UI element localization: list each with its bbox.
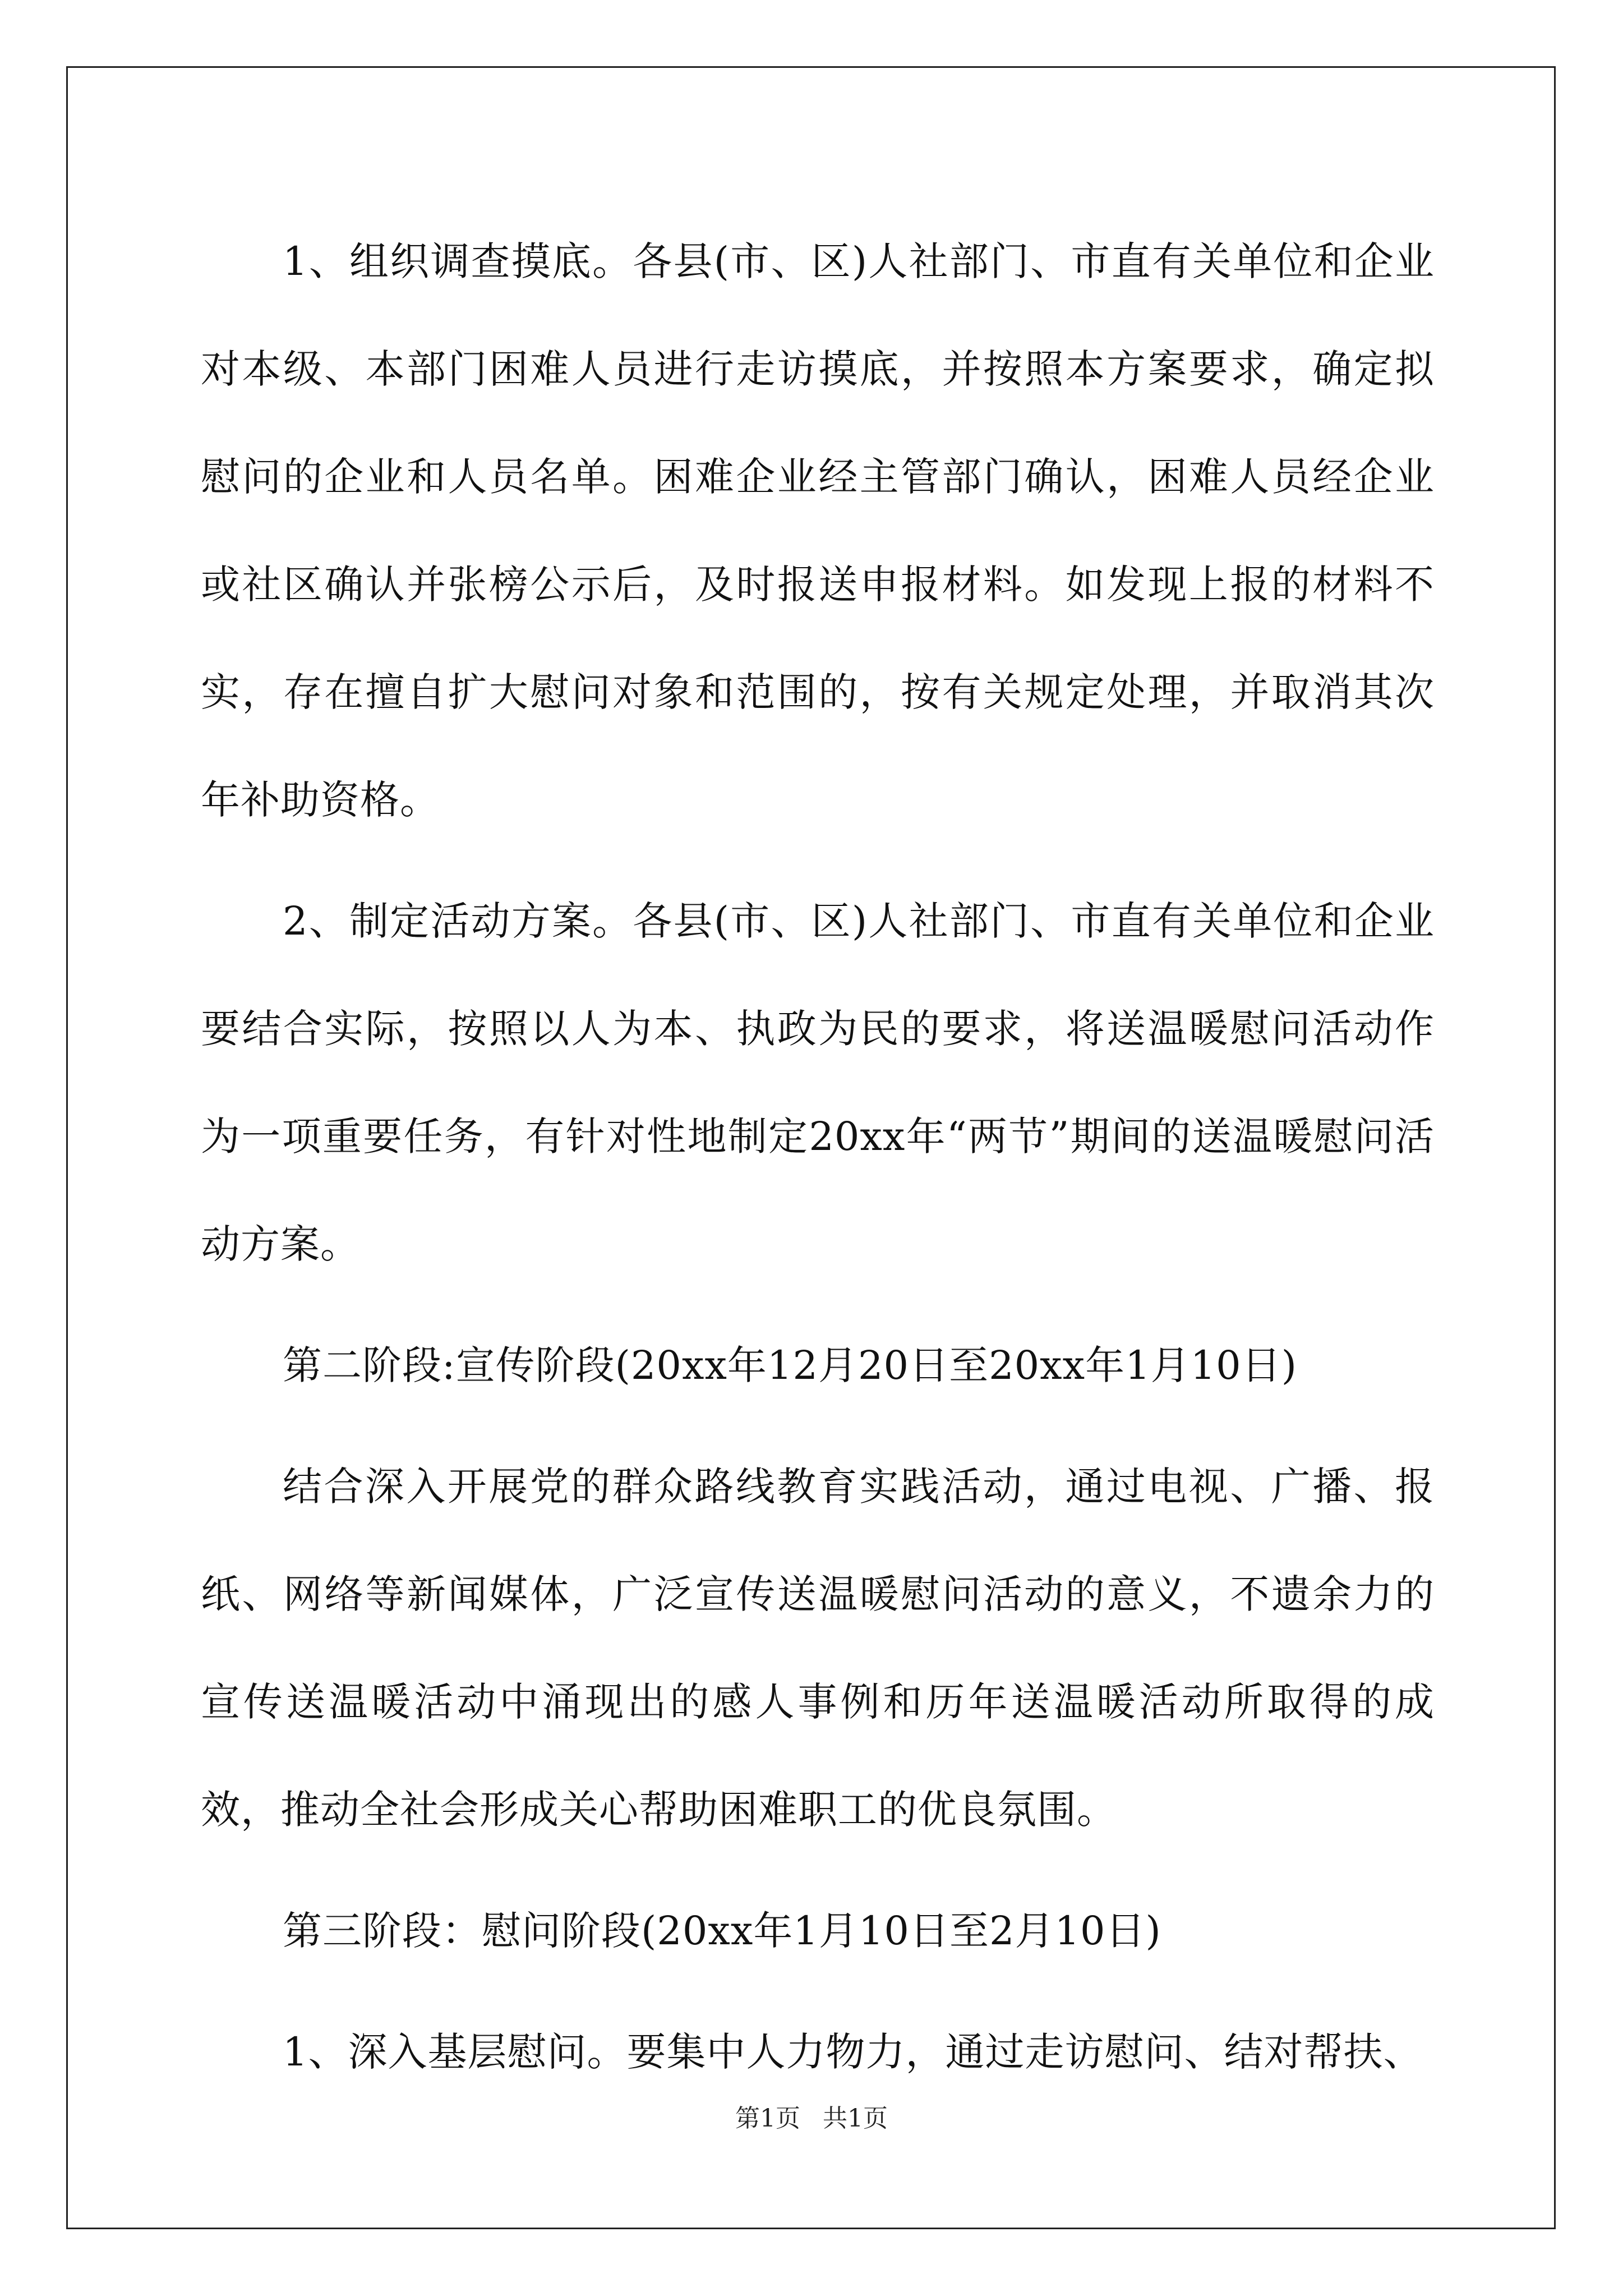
document-body <box>201 208 1435 2119</box>
page-total: 共1页 <box>823 2104 888 2133</box>
heading-stage-two: 第二阶段:宣传阶段(20xx年12月20日至20xx年1月10日) <box>283 1342 1298 1388</box>
page-number: 第1页 <box>735 2104 800 2133</box>
page-footer <box>0 2098 1623 2134</box>
heading-stage-three: 第三阶段：慰问阶段(20xx年1月10日至2月10日) <box>283 1908 1161 1954</box>
paragraph-plan: 2、制定活动方案。各县(市、区)人社部门、市直有关单位和企业要结合实际，按照以人为本、执政为民的要求，将送温暖慰问活动作为一项重要任务，有针对性地制定20xx年“两节”期间的送温暖慰问活动方案。 <box>201 898 1435 1267</box>
paragraph-publicity: 结合深入开展党的群众路线教育实践活动，通过电视、广播、报纸、网络等新闻媒体，广泛宣传送温暖慰问活动的意义，不遗余力的宣传送温暖活动中涌现出的感人事例和历年送温暖活动所取得的成效，推动全社会形成关心帮助困难职工的优良氛围。 <box>201 1464 1435 1833</box>
paragraph-visit: 1、深入基层慰问。要集中人力物力，通过走访慰问、结对帮扶、 <box>283 2029 1423 2075</box>
paragraph-survey: 1、组织调查摸底。各县(市、区)人社部门、市直有关单位和企业对本级、本部门困难人员进行走访摸底，并按照本方案要求，确定拟慰问的企业和人员名单。困难企业经主管部门确认，困难人员经企业或社区确认并张榜公示后，及时报送申报材料。如发现上报的材料不实，存在擅自扩大慰问对象和范围的，按有关规定处理，并取消其次年补助资格。 <box>201 238 1435 823</box>
